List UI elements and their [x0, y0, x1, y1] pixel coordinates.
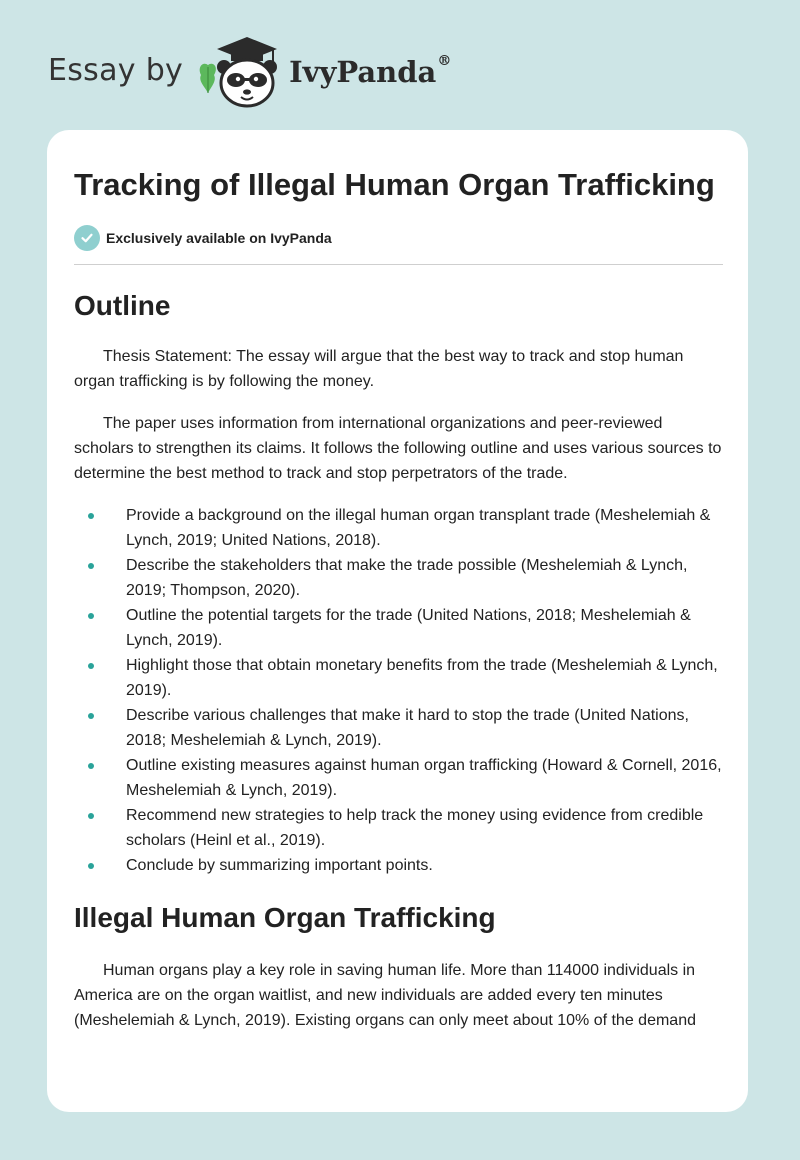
list-item: [74, 753, 723, 803]
check-circle-icon: [74, 225, 100, 251]
list-item-text: Outline the potential targets for the trade (United Nations, 2018; Meshelemiah & Lynch, 2019).: [126, 607, 691, 649]
exclusive-badge: [74, 224, 723, 252]
title-divider: [74, 264, 723, 265]
registered-mark: ®: [437, 53, 452, 69]
intro-paragraph: The paper uses information from international organizations and peer-reviewed scholars to strengthen its claims. It follows the following outline and uses various sources to determine the best method to track and stop perpetrators of the trade.: [74, 415, 722, 482]
list-item: [74, 703, 723, 753]
essay-card: [47, 130, 748, 1112]
bullet-icon: [88, 613, 94, 619]
list-item-text: Provide a background on the illegal human organ transplant trade (Meshelemiah & Lynch, 2019; United Nations, 2018).: [126, 507, 711, 549]
list-item-text: Highlight those that obtain monetary benefits from the trade (Meshelemiah & Lynch, 2019).: [126, 657, 718, 699]
list-item: [74, 803, 723, 853]
bullet-icon: [88, 513, 94, 519]
list-item-text: Describe the stakeholders that make the trade possible (Meshelemiah & Lynch, 2019; Thompson, 2020).: [126, 557, 688, 599]
list-item: [74, 603, 723, 653]
outline-list: [74, 503, 723, 878]
list-item: [74, 853, 723, 878]
essay-by-label: Essay by: [48, 52, 184, 88]
panda-graduate-logo-icon[interactable]: [195, 31, 283, 109]
list-item: [74, 653, 723, 703]
list-item-text: Recommend new strategies to help track the money using evidence from credible scholars (Heinl et al., 2019).: [126, 807, 704, 849]
bullet-icon: [88, 763, 94, 769]
list-item-text: Outline existing measures against human organ trafficking (Howard & Cornell, 2016, Meshelemiah & Lynch, 2019).: [126, 757, 722, 799]
bullet-icon: [88, 813, 94, 819]
exclusive-label: Exclusively available on IvyPanda: [106, 230, 332, 246]
section-heading: Illegal Human Organ Trafficking: [74, 902, 496, 933]
section-paragraph: Human organs play a key role in saving human life. More than 114000 individuals in America are on the organ waitlist, and new individuals are added every ten minutes (Meshelemiah & Lynch, 2019). Existing organs can only meet about 10% of the demand: [74, 962, 696, 1029]
thesis-paragraph: Thesis Statement: The essay will argue that the best way to track and stop human organ trafficking is by following the money.: [74, 348, 684, 390]
bullet-icon: [88, 863, 94, 869]
brand-name[interactable]: [289, 55, 451, 89]
list-item-text: Conclude by summarizing important points.: [126, 857, 433, 874]
site-header: [48, 30, 451, 110]
outline-heading: Outline: [74, 290, 171, 321]
bullet-icon: [88, 563, 94, 569]
essay-title: Tracking of Illegal Human Organ Trafficking: [74, 167, 715, 202]
essay-content: [74, 164, 723, 1033]
brand-text: IvyPanda: [289, 55, 437, 89]
bullet-icon: [88, 663, 94, 669]
list-item-text: Describe various challenges that make it hard to stop the trade (United Nations, 2018; Meshelemiah & Lynch, 2019).: [126, 707, 689, 749]
list-item: [74, 553, 723, 603]
list-item: [74, 503, 723, 553]
bullet-icon: [88, 713, 94, 719]
